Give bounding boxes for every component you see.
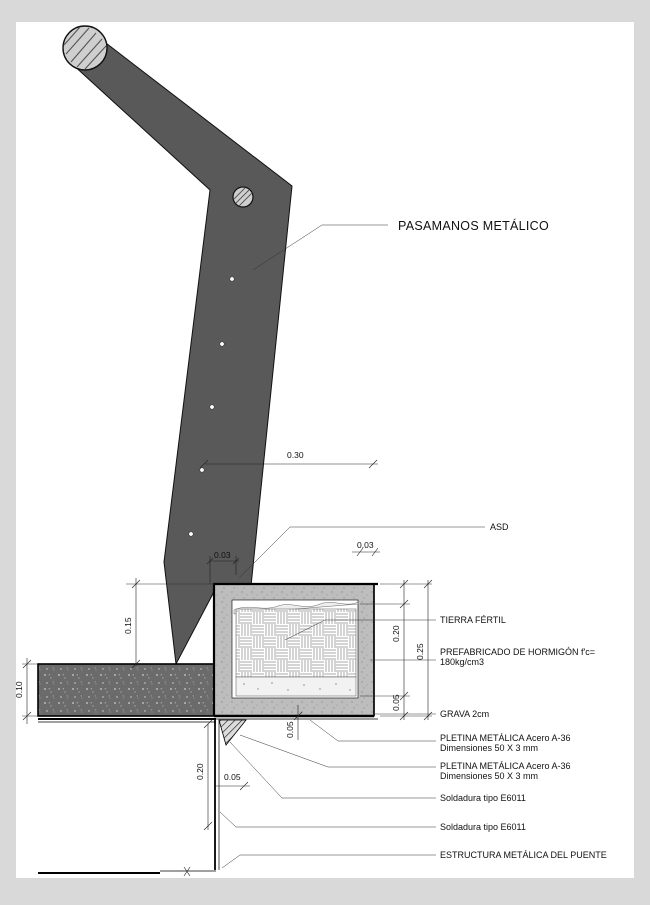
label-pletina-1a: PLETINA METÁLICA Acero A-36 (440, 733, 571, 743)
paper (16, 22, 634, 878)
label-soldadura-2: Soldadura tipo E6011 (440, 822, 526, 832)
dim-003-left: 0.03 (214, 550, 231, 560)
gravel-layer (236, 677, 356, 696)
label-prefabricado-1: PREFABRICADO DE HORMIGÓN f'c= (440, 647, 595, 657)
label-tierra-fertil: TIERRA FÉRTIL (440, 615, 506, 625)
label-pletina-2a: PLETINA METÁLICA Acero A-36 (440, 761, 571, 771)
label-grava: GRAVA 2cm (440, 709, 490, 719)
dim-020-steel: 0.20 (195, 763, 205, 780)
label-pletina-2b: Dimensiones 50 X 3 mm (440, 771, 539, 781)
dim-015: 0.15 (123, 617, 133, 634)
topsoil-fill (236, 609, 356, 677)
label-soldadura-1: Soldadura tipo E6011 (440, 793, 526, 803)
dim-005-base: 0.05 (285, 721, 295, 738)
label-prefabricado-2: 180kg/cm3 (440, 657, 485, 667)
label-asd: ASD (490, 522, 509, 532)
label-estructura: ESTRUCTURA METÁLICA DEL PUENTE (440, 850, 607, 860)
dim-005-steel: 0.05 (224, 772, 241, 782)
dim-020-planter: 0.20 (391, 625, 401, 642)
label-pasamanos: PASAMANOS METÁLICO (398, 219, 550, 233)
label-pletina-1b: Dimensiones 50 X 3 mm (440, 743, 539, 753)
dim-010: 0.10 (14, 681, 24, 698)
dim-030: 0.30 (287, 450, 304, 460)
dim-005-gravel: 0.05 (391, 694, 401, 711)
dim-003-right: 0.03 (357, 540, 374, 550)
deck-slab (38, 664, 216, 722)
precast-planter (214, 584, 378, 719)
dim-025: 0.25 (415, 643, 425, 660)
